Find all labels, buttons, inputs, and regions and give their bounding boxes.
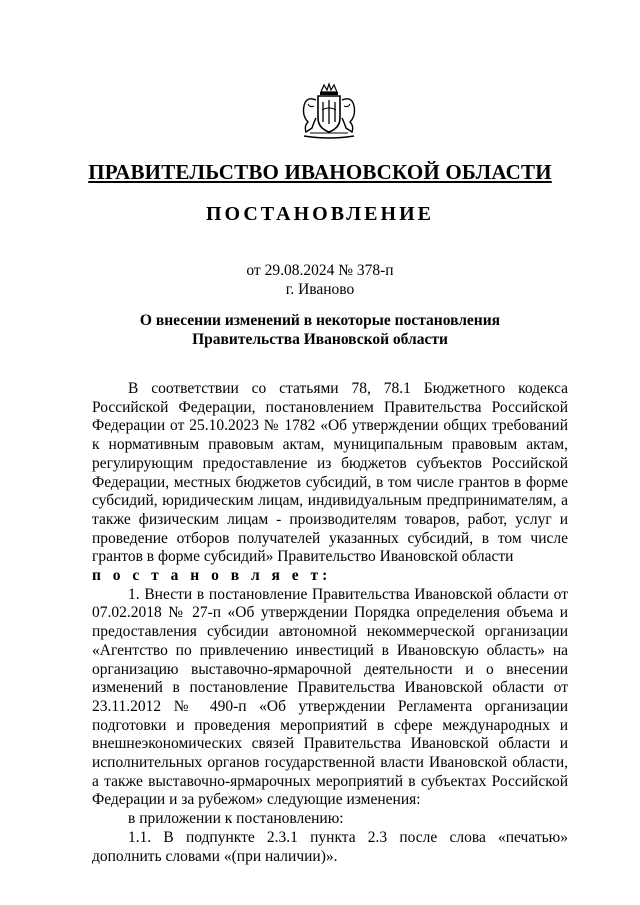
appendix-paragraph: в приложении к постановлению:: [128, 810, 344, 828]
heading-line-1: О внесении изменений в некоторые постановления: [139, 312, 501, 329]
city: г. Иваново: [285, 281, 355, 298]
item-1-1-paragraph: 1.1. В подпункте 2.3.1 пункта 2.3 после слова «печатью» дополнить словами «(при наличии)».: [92, 828, 568, 865]
document-meta: [0, 261, 640, 299]
date-number: от 29.08.2024 № 378-п: [246, 262, 394, 279]
coat-of-arms-icon: [296, 82, 362, 142]
decrees-paragraph: [92, 567, 568, 586]
document-type: ПОСТАНОВЛЕНИЕ: [206, 203, 434, 225]
decrees-word: п о с т а н о в л я е т:: [92, 567, 332, 585]
heading-line-2: Правительства Ивановской области: [192, 331, 448, 348]
document-body: [92, 380, 568, 866]
document-heading: [0, 311, 640, 349]
preamble-paragraph: В соответствии со статьями 78, 78.1 Бюджетного кодекса Российской Федерации, постановлением Правительства Российской Федерации от 25.10.2023 № 1782 «Об утверждении общих требований к нормативным правовым актам, муниципальным правовым актам, регулирующим предоставление из бюджетов субъектов Российской Федерации, местных бюджетов субсидий, в том числе грантов в форме субсидий, юридическим лицам, индивидуальным предпринимателям, а также физическим лицам - производителям товаров, работ, услуг и проведение отборов получателей указанных субсидий, в том числе грантов в форме субсидий» Правительство Ивановской области: [92, 380, 568, 566]
item-1-paragraph: 1. Внести в постановление Правительства Ивановской области от 07.02.2018 № 27-п «Об утверждении Порядка определения объема и предоставления субсидии автономной некоммерческой организации «Агентство по привлечению инвестиций в Ивановскую область» на организацию выставочно-ярмарочной деятельности и о внесении изменений в постановление Правительства Ивановской области от 23.11.2012 № 490-п «Об утверждении Регламента организации подготовки и проведения мероприятий в сфере международных и внешнеэкономических связей Правительства Ивановской области и исполнительных органов государственной власти Ивановской области, а также выставочно-ярмарочных мероприятий в субъектах Российской Федерации и за рубежом» следующие изменения:: [92, 585, 568, 809]
government-title: ПРАВИТЕЛЬСТВО ИВАНОВСКОЙ ОБЛАСТИ: [88, 160, 552, 184]
